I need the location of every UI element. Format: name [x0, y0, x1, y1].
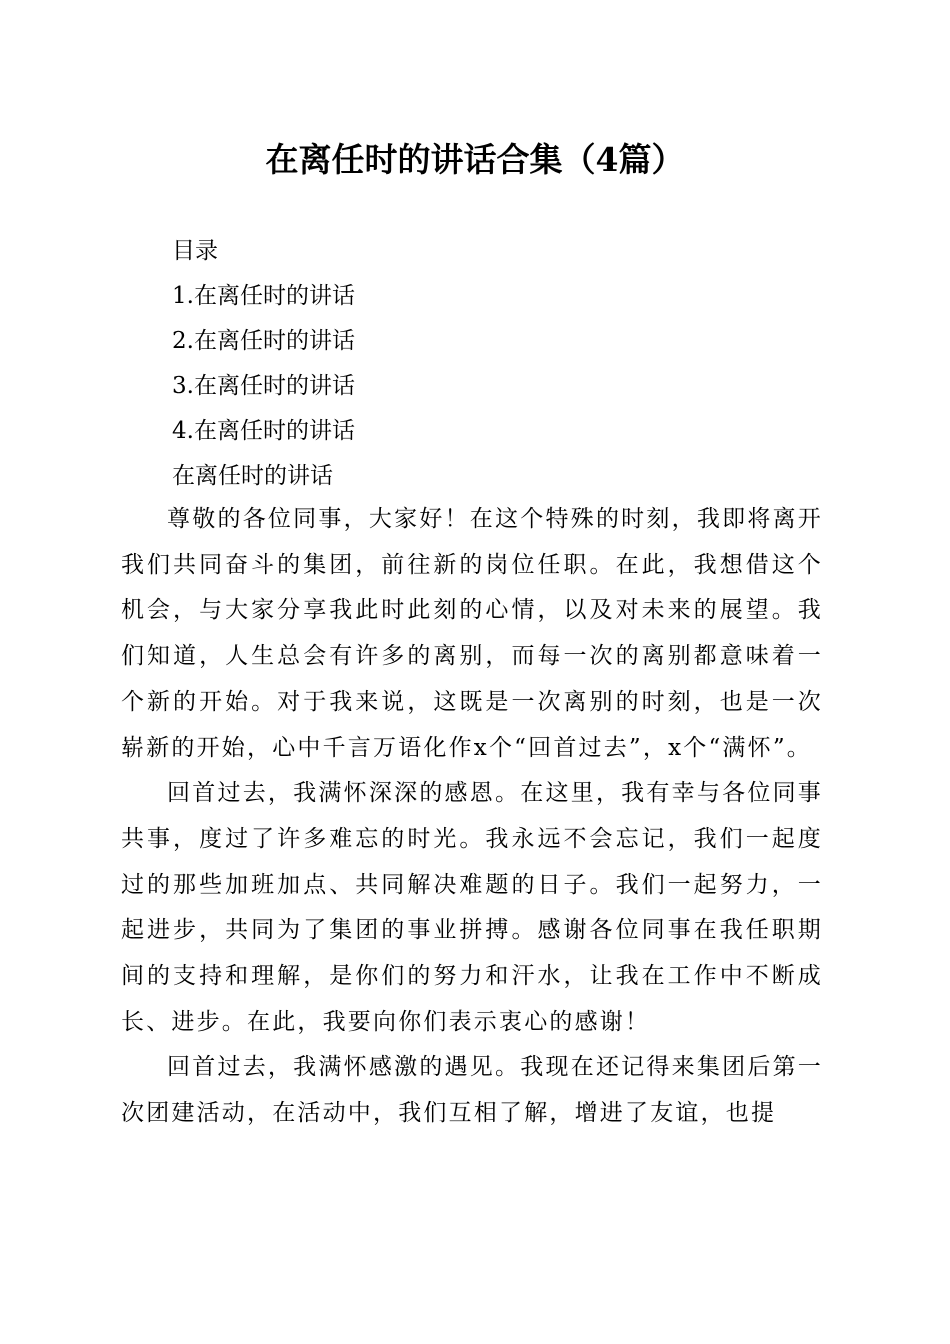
speech-body: [121, 497, 823, 1137]
paragraph-1: 尊敬的各位同事，大家好！在这个特殊的时刻，我即将离开我们共同奋斗的集团，前往新的岗位任职。在此，我想借这个机会，与大家分享我此时此刻的心情，以及对未来的展望。我们知道，人生总会有许多的离别，而每一次的离别都意味着一个新的开始。对于我来说，这既是一次离别的时刻，也是一次崭新的开始，心中千言万语化作x个“回首过去”，x个“满怀”。: [121, 506, 823, 761]
toc-item-3: 3.在离任时的讲话: [172, 373, 355, 399]
table-of-contents: [172, 229, 355, 499]
section-title: 在离任时的讲话: [172, 463, 333, 489]
paragraph-2: 回首过去，我满怀深深的感恩。在这里，我有幸与各位同事共事，度过了许多难忘的时光。我永远不会忘记，我们一起度过的那些加班加点、共同解决难题的日子。我们一起努力，一起进步，共同为了集团的事业拼搏。感谢各位同事在我任职期间的支持和理解，是你们的努力和汗水，让我在工作中不断成长、进步。在此，我要向你们表示衷心的感谢！: [121, 780, 823, 1035]
document-title: 在离任时的讲话合集（4篇）: [265, 140, 685, 179]
toc-item-1: 1.在离任时的讲话: [172, 283, 355, 309]
toc-item-4: 4.在离任时的讲话: [172, 418, 355, 444]
toc-item-2: 2.在离任时的讲话: [172, 328, 355, 354]
paragraph-3: 回首过去，我满怀感激的遇见。我现在还记得来集团后第一次团建活动，在活动中，我们互相了解，增进了友谊，也提: [121, 1054, 823, 1127]
toc-heading: 目录: [172, 238, 218, 264]
